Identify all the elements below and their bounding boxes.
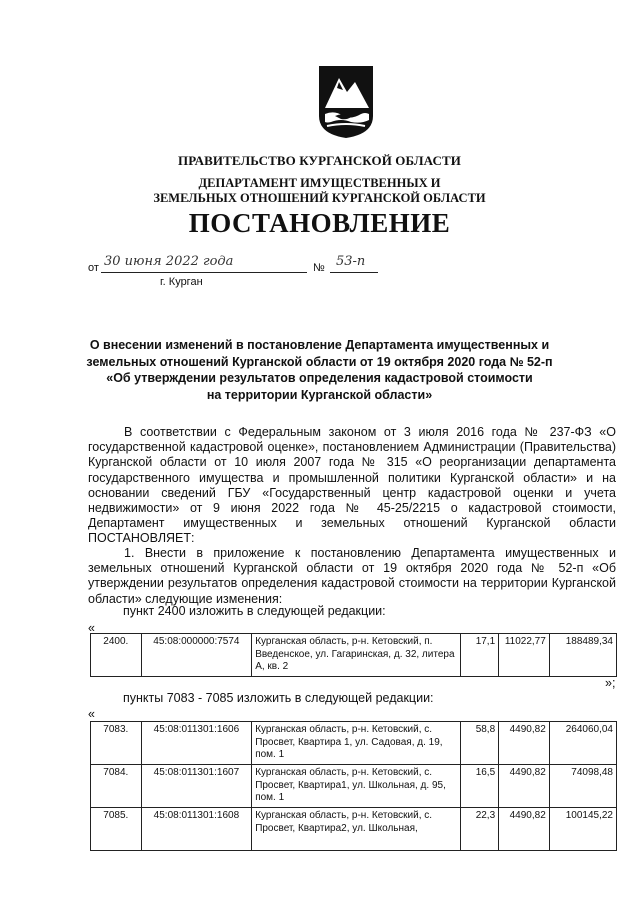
table-row xyxy=(91,634,617,677)
table-cell: 17,1 xyxy=(460,634,498,677)
department-name-line1: ДЕПАРТАМЕНТ ИМУЩЕСТВЕННЫХ И xyxy=(198,176,441,190)
table-cell: Курганская область, р-н. Кетовский, с. Просвет, Квартира 1, ул. Садовая, д. 19, пом. 1 xyxy=(252,722,461,765)
body-paragraph: пункт 2400 изложить в следующей редакции: xyxy=(123,604,386,618)
table-cell: 2400. xyxy=(91,634,142,677)
number-prefix: № xyxy=(313,262,325,274)
document-type: ПОСТАНОВЛЕНИЕ xyxy=(188,208,451,238)
title-line: О внесении изменений в постановление Департамента имущественных и xyxy=(89,338,550,352)
government-name: ПРАВИТЕЛЬСТВО КУРГАНСКОЙ ОБЛАСТИ xyxy=(178,153,461,168)
body-paragraph: пункты 7083 - 7085 изложить в следующей редакции: xyxy=(123,691,434,705)
table-cell: 4490,82 xyxy=(499,722,550,765)
table-cell: 264060,04 xyxy=(549,722,616,765)
title-line: «Об утверждении результатов определения кадастровой стоимости xyxy=(106,371,533,385)
document-title xyxy=(0,337,639,403)
date-prefix: от xyxy=(88,262,99,274)
quote-open: « xyxy=(88,707,95,721)
city: г. Курган xyxy=(160,276,203,288)
table-cell: 74098,48 xyxy=(549,765,616,808)
table-cell: 7085. xyxy=(91,808,142,851)
table-cell: 22,3 xyxy=(460,808,498,851)
table-cell: 45:08:011301:1606 xyxy=(141,722,252,765)
table-row xyxy=(91,765,617,808)
cadastral-table-7083-7085 xyxy=(90,721,617,851)
table-cell: 7084. xyxy=(91,765,142,808)
quote-open: « xyxy=(88,621,95,635)
handwritten-number: 53-п xyxy=(336,254,366,269)
table-cell: Курганская область, р-н. Кетовский, п. Введенское, ул. Гагаринская, д. 32, литера А, кв. 2 xyxy=(252,634,461,677)
table-cell: 11022,77 xyxy=(499,634,550,677)
body-paragraph: 1. Внести в приложение к постановлению Департамента имущественных и земельных отношений Курганской области от 19 октября 2020 года № 52-п «Об утверждении результатов определения кадастровой стоимости на территории Курганской области» следующие изменения: xyxy=(88,546,616,606)
table-cell: 188489,34 xyxy=(549,634,616,677)
table-cell: 100145,22 xyxy=(549,808,616,851)
table-cell: Курганская область, р-н. Кетовский, с. Просвет, Квартира2, ул. Школьная, xyxy=(252,808,461,851)
table-cell: 4490,82 xyxy=(499,808,550,851)
table-cell: Курганская область, р-н. Кетовский, с. Просвет, Квартира1, ул. Школьная, д. 95, пом. 1 xyxy=(252,765,461,808)
table-cell: 16,5 xyxy=(460,765,498,808)
table-cell: 45:08:000000:7574 xyxy=(141,634,252,677)
table-row xyxy=(91,722,617,765)
handwritten-date: 30 июня 2022 года xyxy=(104,254,234,269)
coat-of-arms-icon xyxy=(317,64,375,140)
table-cell: 7083. xyxy=(91,722,142,765)
table-cell: 45:08:011301:1608 xyxy=(141,808,252,851)
body-paragraph: В соответствии с Федеральным законом от 3 июля 2016 года № 237-ФЗ «О государственной кадастровой оценке», постановлением Администрации (Правительства) Курганской области от 10 июля 2007 года № 315 «О реорганизации департамента государственного имущества и промышленной политики Курганской области» и на основании сведений ГБУ «Государственный центр кадастровой оценки и учета недвижимости» от 9 июня 2022 года № 45-25/2215 о кадастровой стоимости, Департамент имущественных и земельных отношений Курганской области ПОСТАНОВЛЯЕТ: xyxy=(88,425,616,546)
table-cell: 45:08:011301:1607 xyxy=(141,765,252,808)
table-row xyxy=(91,808,617,851)
quote-close: »; xyxy=(605,676,616,690)
department-name-line2: ЗЕМЕЛЬНЫХ ОТНОШЕНИЙ КУРГАНСКОЙ ОБЛАСТИ xyxy=(153,191,486,205)
table-cell: 58,8 xyxy=(460,722,498,765)
table-cell: 4490,82 xyxy=(499,765,550,808)
title-line: земельных отношений Курганской области от 19 октября 2020 года № 52-п xyxy=(86,354,553,369)
cadastral-table-2400 xyxy=(90,633,617,677)
title-line: на территории Курганской области» xyxy=(206,387,433,402)
